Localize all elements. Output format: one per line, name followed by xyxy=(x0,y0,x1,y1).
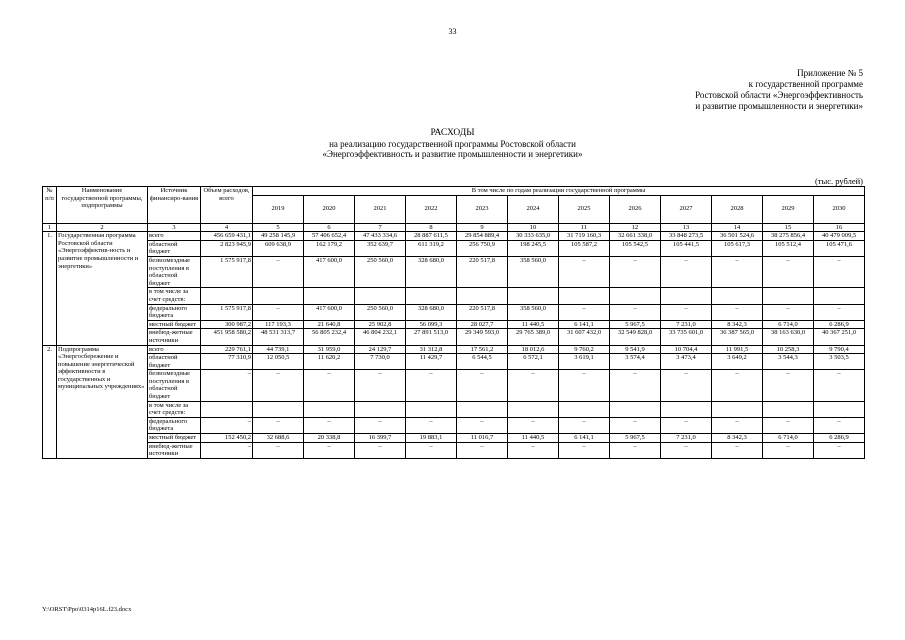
year-amount: 32 549 828,0 xyxy=(610,329,661,345)
year-amount: – xyxy=(661,417,712,433)
year-amount: 250 560,0 xyxy=(355,256,406,287)
year-amount: 105 441,5 xyxy=(661,240,712,256)
file-path: Y:\ORST\Ppo\0314p16L.f23.docx xyxy=(42,606,132,613)
table-row xyxy=(43,240,865,256)
year-amount: 56 099,3 xyxy=(406,320,457,329)
year-amount: 29 854 889,4 xyxy=(457,232,508,241)
title-line: «Энергоэффективность и развитие промышленности и энергетики» xyxy=(322,149,583,159)
funding-source: внебюд-жетные источники xyxy=(148,442,201,458)
year-amount: – xyxy=(559,256,610,287)
year-amount: – xyxy=(253,417,304,433)
year-amount: 6 286,9 xyxy=(814,320,865,329)
header-num: № п/п xyxy=(43,187,57,224)
year-amount: – xyxy=(814,442,865,458)
table-body xyxy=(43,232,865,459)
year-amount: – xyxy=(814,417,865,433)
year-amount: – xyxy=(508,370,559,401)
year-amount: 105 542,5 xyxy=(610,240,661,256)
year-amount: 609 638,9 xyxy=(253,240,304,256)
year-amount xyxy=(355,288,406,304)
table-row xyxy=(43,232,865,241)
year-amount: – xyxy=(661,256,712,287)
year-amount xyxy=(763,401,814,417)
year-amount: 8 342,3 xyxy=(712,320,763,329)
year-amount: 6 141,1 xyxy=(559,320,610,329)
table-row xyxy=(43,354,865,370)
year-amount xyxy=(661,288,712,304)
year-amount: 33 735 601,0 xyxy=(661,329,712,345)
funding-source: безвозмездные поступления в областной бюджет xyxy=(148,370,201,401)
total-amount: 451 958 580,2 xyxy=(201,329,253,345)
year-amount: 7 231,0 xyxy=(661,434,712,443)
year-amount: – xyxy=(712,370,763,401)
year-amount: – xyxy=(253,256,304,287)
year-amount: – xyxy=(355,370,406,401)
expenses-table xyxy=(42,186,865,459)
year-amount: – xyxy=(814,370,865,401)
year-amount: 11 429,7 xyxy=(406,354,457,370)
header-year: 2022 xyxy=(406,195,457,223)
funding-source: всего xyxy=(148,345,201,354)
year-amount: – xyxy=(559,370,610,401)
year-amount: 6 714,0 xyxy=(763,320,814,329)
year-amount: 40 479 009,5 xyxy=(814,232,865,241)
year-amount: 117 193,3 xyxy=(253,320,304,329)
column-numbers-row xyxy=(43,223,865,232)
year-amount: – xyxy=(763,304,814,320)
year-amount: – xyxy=(814,256,865,287)
year-amount: – xyxy=(712,442,763,458)
year-amount: – xyxy=(508,442,559,458)
appendix-line: Ростовской области «Энергоэффективность xyxy=(695,90,863,100)
year-amount: 220 517,8 xyxy=(457,256,508,287)
funding-source: всего xyxy=(148,232,201,241)
header-year: 2029 xyxy=(763,195,814,223)
header-source: Источник финансиро-вания xyxy=(148,187,201,224)
column-number: 6 xyxy=(304,223,355,232)
year-amount xyxy=(304,288,355,304)
table-row xyxy=(43,370,865,401)
year-amount xyxy=(304,401,355,417)
year-amount: – xyxy=(253,442,304,458)
year-amount: 3 619,1 xyxy=(559,354,610,370)
year-amount: – xyxy=(304,417,355,433)
year-amount: 328 680,0 xyxy=(406,256,457,287)
year-amount xyxy=(457,288,508,304)
year-amount: 31 959,0 xyxy=(304,345,355,354)
total-amount xyxy=(201,288,253,304)
year-amount: 21 640,8 xyxy=(304,320,355,329)
table-row xyxy=(43,329,865,345)
year-amount: 36 501 524,6 xyxy=(712,232,763,241)
total-amount: 77 310,9 xyxy=(201,354,253,370)
appendix-line: и развитие промышленности и энергетики» xyxy=(695,101,863,111)
year-amount: 105 512,4 xyxy=(763,240,814,256)
year-amount: 11 440,5 xyxy=(508,434,559,443)
year-amount xyxy=(253,288,304,304)
header-year: 2026 xyxy=(610,195,661,223)
year-amount: – xyxy=(712,256,763,287)
year-amount: – xyxy=(610,304,661,320)
year-amount: – xyxy=(763,256,814,287)
year-amount: 3 544,3 xyxy=(763,354,814,370)
total-amount: – xyxy=(201,370,253,401)
total-amount: 152 450,2 xyxy=(201,434,253,443)
year-amount xyxy=(610,288,661,304)
year-amount: 27 891 513,0 xyxy=(406,329,457,345)
header-by-years: В том числе по годам реализации государственной программы xyxy=(253,187,865,196)
year-amount: 31 312,8 xyxy=(406,345,457,354)
column-number: 9 xyxy=(457,223,508,232)
header-row xyxy=(43,187,865,196)
year-amount xyxy=(457,401,508,417)
year-amount: 11 991,5 xyxy=(712,345,763,354)
year-amount: 16 399,7 xyxy=(355,434,406,443)
column-number: 1 xyxy=(43,223,57,232)
year-amount xyxy=(406,288,457,304)
header-year: 2023 xyxy=(457,195,508,223)
year-amount: 162 179,2 xyxy=(304,240,355,256)
year-amount: 40 367 251,0 xyxy=(814,329,865,345)
year-amount: 28 027,7 xyxy=(457,320,508,329)
total-amount: 1 575 917,8 xyxy=(201,304,253,320)
column-number: 16 xyxy=(814,223,865,232)
funding-source: федерального бюджета xyxy=(148,417,201,433)
year-amount: 105 471,6 xyxy=(814,240,865,256)
table-row xyxy=(43,320,865,329)
table-row xyxy=(43,288,865,304)
year-amount: 44 739,1 xyxy=(253,345,304,354)
year-amount: – xyxy=(559,304,610,320)
column-number: 5 xyxy=(253,223,304,232)
table-row xyxy=(43,304,865,320)
year-amount: – xyxy=(559,417,610,433)
year-amount xyxy=(763,288,814,304)
year-amount: 6 286,9 xyxy=(814,434,865,443)
year-amount: 6 714,0 xyxy=(763,434,814,443)
year-amount: 46 804 232,1 xyxy=(355,329,406,345)
year-amount: 9 790,4 xyxy=(814,345,865,354)
year-amount: 5 967,5 xyxy=(610,434,661,443)
year-amount: – xyxy=(661,304,712,320)
column-number: 12 xyxy=(610,223,661,232)
year-amount: – xyxy=(814,304,865,320)
year-amount xyxy=(355,401,406,417)
column-number: 4 xyxy=(201,223,253,232)
year-amount: 30 333 635,0 xyxy=(508,232,559,241)
year-amount: 250 560,0 xyxy=(355,304,406,320)
year-amount: 48 531 313,7 xyxy=(253,329,304,345)
year-amount: 358 560,0 xyxy=(508,304,559,320)
year-amount: 56 805 232,4 xyxy=(304,329,355,345)
year-amount: 20 338,8 xyxy=(304,434,355,443)
year-amount: 6 544,5 xyxy=(457,354,508,370)
appendix-header xyxy=(603,68,863,112)
year-amount: 5 967,5 xyxy=(610,320,661,329)
year-amount: – xyxy=(610,256,661,287)
column-number: 13 xyxy=(661,223,712,232)
year-amount: 38 163 630,0 xyxy=(763,329,814,345)
header-year: 2027 xyxy=(661,195,712,223)
table-row xyxy=(43,345,865,354)
column-number: 10 xyxy=(508,223,559,232)
funding-source: областной бюджет xyxy=(148,354,201,370)
funding-source: безвозмездные поступления в областной бюджет xyxy=(148,256,201,287)
year-amount: 8 342,3 xyxy=(712,434,763,443)
table-row xyxy=(43,256,865,287)
year-amount: – xyxy=(610,442,661,458)
year-amount xyxy=(559,401,610,417)
year-amount xyxy=(406,401,457,417)
year-amount: – xyxy=(457,442,508,458)
year-amount: 256 750,9 xyxy=(457,240,508,256)
year-amount: 32 661 338,0 xyxy=(610,232,661,241)
funding-source: местный бюджет xyxy=(148,434,201,443)
funding-source: областной бюджет xyxy=(148,240,201,256)
year-amount: 198 245,5 xyxy=(508,240,559,256)
year-amount: – xyxy=(712,417,763,433)
year-amount: 36 387 565,0 xyxy=(712,329,763,345)
year-amount: – xyxy=(610,370,661,401)
year-amount: – xyxy=(355,417,406,433)
year-amount: 24 129,7 xyxy=(355,345,406,354)
header-year: 2028 xyxy=(712,195,763,223)
year-amount: – xyxy=(559,442,610,458)
year-amount: – xyxy=(610,417,661,433)
column-number: 3 xyxy=(148,223,201,232)
total-amount xyxy=(201,401,253,417)
column-number: 7 xyxy=(355,223,406,232)
year-amount: 105 617,3 xyxy=(712,240,763,256)
year-amount: 105 587,2 xyxy=(559,240,610,256)
funding-source: местный бюджет xyxy=(148,320,201,329)
year-amount: 49 258 145,9 xyxy=(253,232,304,241)
table-row xyxy=(43,401,865,417)
year-amount: – xyxy=(253,370,304,401)
year-amount: – xyxy=(457,417,508,433)
year-amount: 3 649,2 xyxy=(712,354,763,370)
document-title xyxy=(0,128,905,160)
year-amount: 352 639,7 xyxy=(355,240,406,256)
year-amount: 417 600,0 xyxy=(304,304,355,320)
year-amount xyxy=(712,401,763,417)
program-name: Государственная программа Ростовской области «Энергоэффектив-ность и развитие промышленности и энергетики» xyxy=(57,232,148,345)
year-amount: – xyxy=(457,370,508,401)
appendix-line: Приложение № 5 xyxy=(797,68,863,78)
header-year: 2019 xyxy=(253,195,304,223)
year-amount: 11 016,7 xyxy=(457,434,508,443)
year-amount: 29 765 389,0 xyxy=(508,329,559,345)
year-amount xyxy=(253,401,304,417)
year-amount xyxy=(610,401,661,417)
year-amount: 38 275 856,4 xyxy=(763,232,814,241)
year-amount: – xyxy=(763,417,814,433)
year-amount: 9 760,2 xyxy=(559,345,610,354)
header-year: 2024 xyxy=(508,195,559,223)
funding-source: внебюд-жетные источники xyxy=(148,329,201,345)
year-amount: 32 688,6 xyxy=(253,434,304,443)
table-row xyxy=(43,417,865,433)
year-amount: 417 600,0 xyxy=(304,256,355,287)
total-amount: 300 987,2 xyxy=(201,320,253,329)
year-amount: 12 050,5 xyxy=(253,354,304,370)
appendix-line: к государственной программе xyxy=(748,79,863,89)
year-amount: 10 704,4 xyxy=(661,345,712,354)
column-number: 15 xyxy=(763,223,814,232)
year-amount xyxy=(508,401,559,417)
header-year: 2025 xyxy=(559,195,610,223)
year-amount: – xyxy=(355,442,406,458)
year-amount: 17 561,2 xyxy=(457,345,508,354)
year-amount: 6 141,1 xyxy=(559,434,610,443)
year-amount: 3 503,5 xyxy=(814,354,865,370)
year-amount: – xyxy=(406,417,457,433)
year-amount xyxy=(661,401,712,417)
year-amount xyxy=(559,288,610,304)
year-amount: 328 680,0 xyxy=(406,304,457,320)
column-number: 8 xyxy=(406,223,457,232)
year-amount: 611 319,2 xyxy=(406,240,457,256)
year-amount: – xyxy=(712,304,763,320)
year-amount: 31 719 160,3 xyxy=(559,232,610,241)
header-year: 2021 xyxy=(355,195,406,223)
year-amount: 18 012,6 xyxy=(508,345,559,354)
funding-source: в том числе за счет средств: xyxy=(148,401,201,417)
year-amount xyxy=(814,288,865,304)
column-number: 11 xyxy=(559,223,610,232)
funding-source: в том числе за счет средств: xyxy=(148,288,201,304)
year-amount: 7 231,0 xyxy=(661,320,712,329)
page-number: 33 xyxy=(448,27,457,36)
title-heading: РАСХОДЫ xyxy=(430,128,475,138)
units-label: (тыс. рублей) xyxy=(814,176,863,186)
header-year: 2030 xyxy=(814,195,865,223)
program-name: Подпрограмма «Энергосбережение и повышение энергетической эффективности в государственных и муниципальных учреждениях» xyxy=(57,345,148,458)
year-amount: – xyxy=(661,370,712,401)
year-amount: – xyxy=(661,442,712,458)
year-amount: 220 517,8 xyxy=(457,304,508,320)
year-amount xyxy=(814,401,865,417)
funding-source: федерального бюджета xyxy=(148,304,201,320)
year-amount: 3 473,4 xyxy=(661,354,712,370)
header-name: Наименование государственной программы, подпрограммы xyxy=(57,187,148,224)
year-amount: 28 887 611,5 xyxy=(406,232,457,241)
year-amount: 57 406 652,4 xyxy=(304,232,355,241)
year-amount: 47 433 334,6 xyxy=(355,232,406,241)
year-amount: 11 620,2 xyxy=(304,354,355,370)
year-amount: 10 258,3 xyxy=(763,345,814,354)
year-amount: 33 848 273,5 xyxy=(661,232,712,241)
year-amount: – xyxy=(508,417,559,433)
column-number: 14 xyxy=(712,223,763,232)
header-total: Объем расходов, всего xyxy=(201,187,253,224)
row-number: 2. xyxy=(43,345,57,458)
year-amount: – xyxy=(253,304,304,320)
year-amount: – xyxy=(763,370,814,401)
year-amount: 19 883,1 xyxy=(406,434,457,443)
title-line: на реализацию государственной программы Ростовской области xyxy=(329,138,576,149)
year-amount xyxy=(508,288,559,304)
total-amount: 1 575 917,8 xyxy=(201,256,253,287)
year-amount xyxy=(712,288,763,304)
row-number: 1. xyxy=(43,232,57,345)
year-amount: – xyxy=(763,442,814,458)
year-amount: 25 902,8 xyxy=(355,320,406,329)
year-amount: 11 440,5 xyxy=(508,320,559,329)
total-amount: – xyxy=(201,442,253,458)
year-amount: – xyxy=(304,370,355,401)
year-amount: 358 560,0 xyxy=(508,256,559,287)
year-amount: – xyxy=(304,442,355,458)
year-amount: 29 349 593,0 xyxy=(457,329,508,345)
year-amount: 3 574,4 xyxy=(610,354,661,370)
table-row xyxy=(43,442,865,458)
year-amount: 6 572,1 xyxy=(508,354,559,370)
header-year: 2020 xyxy=(304,195,355,223)
year-amount: 31 607 432,0 xyxy=(559,329,610,345)
year-amount: – xyxy=(406,370,457,401)
year-amount: 7 730,0 xyxy=(355,354,406,370)
total-amount: 456 659 431,1 xyxy=(201,232,253,241)
year-amount: 9 541,9 xyxy=(610,345,661,354)
table-row xyxy=(43,434,865,443)
column-number: 2 xyxy=(57,223,148,232)
total-amount: 229 761,1 xyxy=(201,345,253,354)
total-amount: – xyxy=(201,417,253,433)
total-amount: 2 823 945,9 xyxy=(201,240,253,256)
year-amount: – xyxy=(406,442,457,458)
